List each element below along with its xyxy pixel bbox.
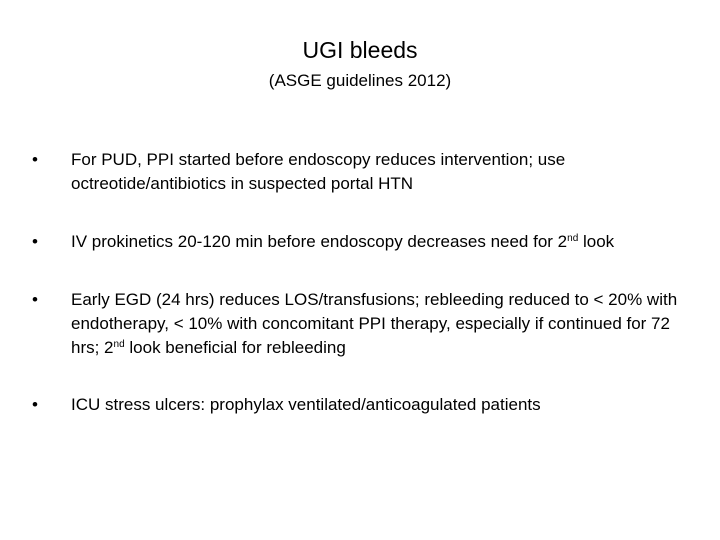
bullet-text bbox=[71, 230, 692, 254]
bullet-item-icu-stress-ulcers bbox=[32, 393, 692, 417]
bullet-text-content: ICU stress ulcers: prophylax ventilated/anticoagulated patients bbox=[71, 395, 541, 414]
bullet-text bbox=[71, 288, 692, 360]
bullet-text bbox=[71, 148, 692, 196]
bullet-text-after: look bbox=[578, 232, 615, 251]
bullet-text bbox=[71, 393, 692, 417]
bullet-text-content: For PUD, PPI started before endoscopy reduces intervention; use octreotide/antibiotics in suspected portal HTN bbox=[71, 150, 566, 193]
slide-subtitle: (ASGE guidelines 2012) bbox=[268, 71, 452, 90]
slide-title: UGI bleeds bbox=[302, 37, 418, 63]
bullet-marker: • bbox=[32, 150, 38, 169]
bullet-marker: • bbox=[32, 395, 38, 414]
bullet-text-before: IV prokinetics 20-120 min before endoscopy decreases need for 2 bbox=[71, 232, 568, 251]
bullet-item-prokinetics bbox=[32, 230, 692, 254]
bullet-text-before: Early EGD (24 hrs) reduces LOS/transfusions; rebleeding reduced to < 20% with endotherapy, < 10% with concomitant PPI therapy, especially if continued for 72 hrs; 2 bbox=[71, 290, 678, 357]
superscript-ordinal: nd bbox=[567, 233, 579, 244]
bullet-item-pud-ppi bbox=[32, 148, 692, 196]
bullet-marker: • bbox=[32, 232, 38, 251]
bullet-marker: • bbox=[32, 290, 38, 309]
superscript-ordinal: nd bbox=[113, 339, 125, 350]
bullet-text-after: look beneficial for rebleeding bbox=[124, 338, 346, 357]
bullet-item-early-egd bbox=[32, 288, 692, 360]
